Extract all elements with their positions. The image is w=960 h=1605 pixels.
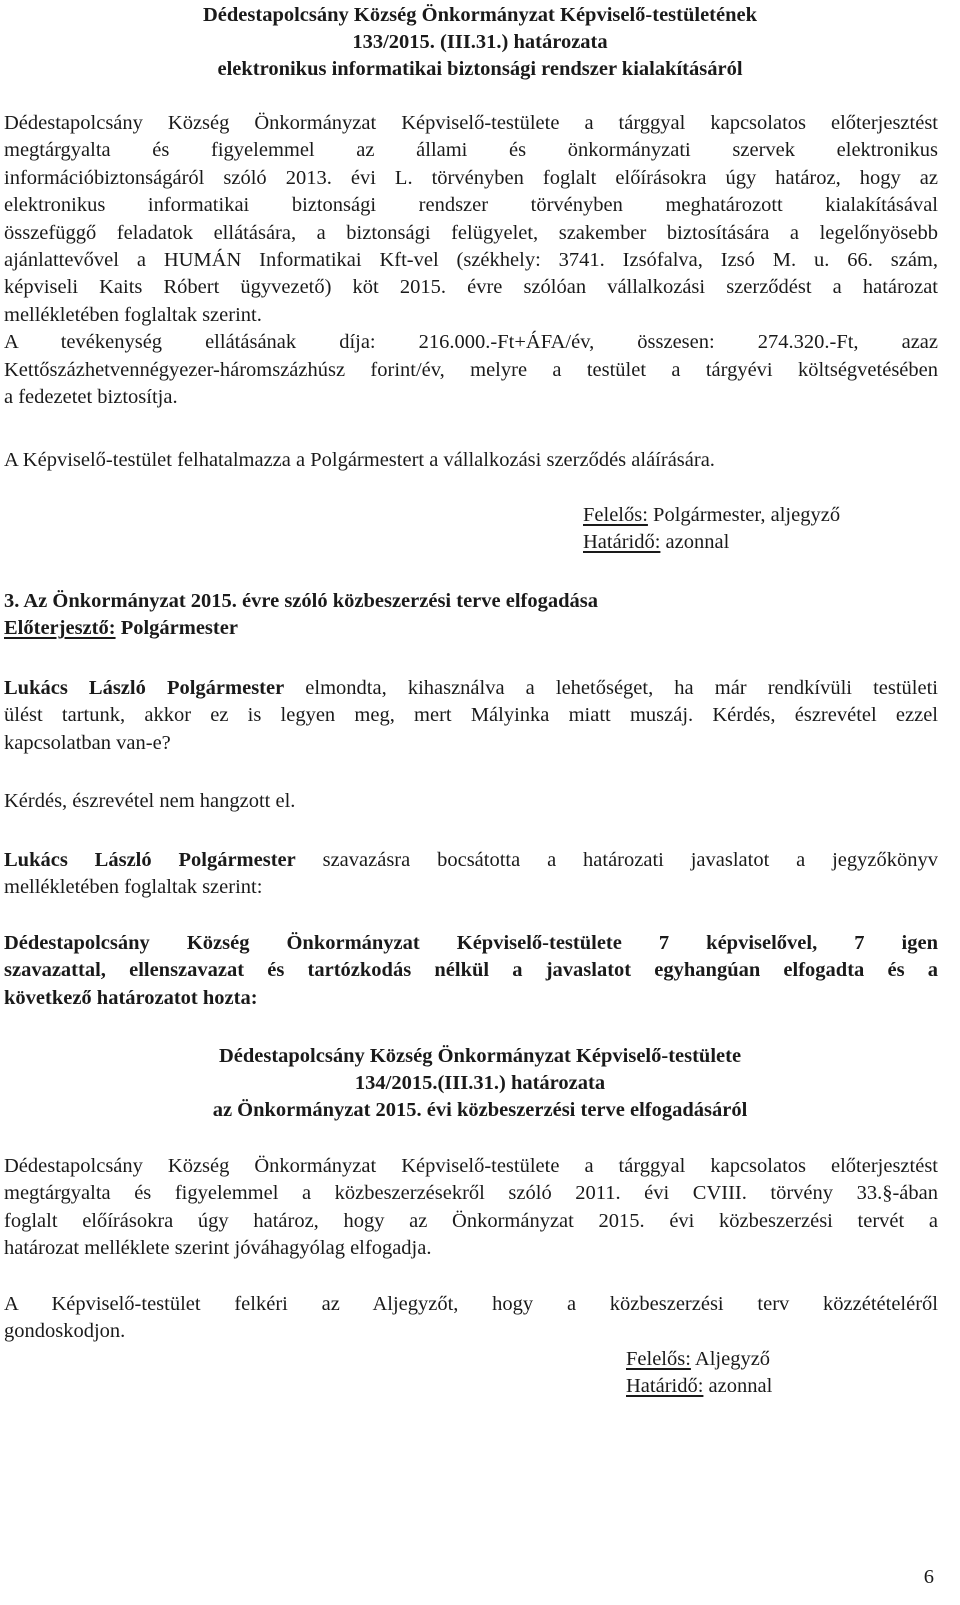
body-line: információbiztonságáról szóló 2013. évi L. törvényben foglalt előírásokra úgy határoz, hogy az [4, 166, 938, 189]
speech-line [4, 847, 938, 874]
agenda-item-3 [4, 588, 938, 643]
speech-line: mellékletében foglaltak szerint: [4, 876, 263, 899]
speech-text: szavazásra bocsátotta a határozati javaslatot a jegyzőkönyv [295, 849, 938, 871]
responsible-value: Polgármester, aljegyző [647, 504, 841, 526]
body-line: Dédestapolcsány Község Önkormányzat Képviselő-testülete a tárggyal kapcsolatos előterjesztést [4, 112, 938, 134]
speech-line: ülést tartunk, akkor ez is legyen meg, mert Mályinka miatt muszáj. Kérdés, észrevétel ezzel [4, 704, 938, 727]
heading-line: Dédestapolcsány Község Önkormányzat Képviselő-testülete [218, 1045, 742, 1067]
responsible-label: Felelős: [583, 504, 648, 526]
deadline-value: azonnal [660, 531, 730, 553]
request-line: gondoskodjon. [4, 1320, 126, 1343]
responsible-block-134 [626, 1346, 772, 1400]
vote-line: szavazattal, ellenszavazat és tartózkodás nélkül a javaslatot egyhangúan elfogadta és a [4, 959, 938, 982]
mayor-speech-1 [4, 675, 938, 757]
body-line: ajánlattevővel a HUMÁN Informatikai Kft-vel (székhely: 3741. Izsófalva, Izsó M. u. 66. szám, [4, 248, 938, 271]
body-line: összefüggő feladatok ellátására, a biztonsági felügyelet, szakember biztosítására a legelőnyösebb [4, 221, 938, 244]
body-line: határozat melléklete szerint jóváhagyólag elfogadja. [4, 1237, 432, 1260]
speaker-name: Lukács László Polgármester [4, 677, 285, 699]
responsible-row [626, 1346, 772, 1373]
deadline-label: Határidő: [626, 1375, 704, 1397]
authorization-text: A Képviselő-testület felhatalmazza a Polgármestert a vállalkozási szerződés aláírására. [4, 449, 715, 471]
presenter-value: Polgármester [115, 617, 238, 640]
responsible-block-133 [583, 502, 840, 556]
presenter-label: Előterjesztő: [4, 617, 116, 640]
responsible-label: Felelős: [626, 1348, 691, 1370]
vote-line: Dédestapolcsány Község Önkormányzat Képviselő-testülete 7 képviselővel, 7 igen [4, 932, 938, 954]
body-line: mellékletében foglaltak szerint. [4, 303, 262, 326]
speech-text: elmondta, kihasználva a lehetőséget, ha már rendkívüli testületi [284, 677, 938, 699]
deadline-value: azonnal [703, 1375, 773, 1397]
body-line: képviseli Kaits Róbert ügyvezető) köt 2015. évre szólóan vállalkozási szerződést a határozat [4, 276, 938, 299]
body-line: megtárgyalta és figyelemmel az állami és önkormányzati szervek elektronikus [4, 139, 938, 162]
fee-line: a fedezetet biztosítja. [4, 385, 178, 408]
speaker-name: Lukács László Polgármester [4, 849, 296, 871]
request-paragraph [4, 1291, 938, 1346]
body-line: foglalt előírásokra úgy határoz, hogy az Önkormányzat 2015. évi közbeszerzési tervét a [4, 1209, 938, 1232]
deadline-row [626, 1373, 772, 1400]
no-questions [4, 788, 938, 815]
resolution-133-body [4, 110, 938, 411]
resolution-133-heading [0, 2, 960, 83]
responsible-value: Aljegyző [690, 1348, 771, 1370]
mayor-speech-2 [4, 847, 938, 902]
request-line: A Képviselő-testület felkéri az Aljegyzőt, hogy a közbeszerzési terv közzétételéről [4, 1293, 938, 1315]
speech-line: kapcsolatban van-e? [4, 731, 171, 754]
no-questions-text: Kérdés, észrevétel nem hangzott el. [4, 790, 296, 812]
fee-line: A tevékenység ellátásának díja: 216.000.-Ft+ÁFA/év, összesen: 274.320.-Ft, azaz [4, 331, 938, 354]
heading-line: elektronikus informatikai biztonsági rendszer kialakításáról [217, 58, 743, 80]
body-line: Dédestapolcsány Község Önkormányzat Képviselő-testülete a tárggyal kapcsolatos előterjesztést [4, 1155, 938, 1177]
body-line: elektronikus informatikai biztonsági rendszer törvényben meghatározott kialakításával [4, 194, 938, 217]
resolution-134-body [4, 1153, 938, 1263]
heading-line: az Önkormányzat 2015. évi közbeszerzési terve elfogadásáról [212, 1099, 748, 1121]
agenda-title: 3. Az Önkormányzat 2015. évre szóló közbeszerzési terve elfogadása [4, 590, 598, 612]
speech-line [4, 675, 938, 702]
heading-line: 133/2015. (III.31.) határozata [352, 31, 608, 53]
heading-line: 134/2015.(III.31.) határozata [354, 1072, 606, 1094]
deadline-row [583, 529, 840, 556]
authorization-paragraph [4, 447, 938, 474]
vote-result [4, 930, 938, 1012]
vote-line: következő határozatot hozta: [4, 986, 258, 1009]
deadline-label: Határidő: [583, 531, 661, 553]
responsible-row [583, 502, 840, 529]
page-number: 6 [923, 1566, 934, 1588]
presenter-row [4, 615, 938, 642]
body-line: megtárgyalta és figyelemmel a közbeszerzésekről szóló 2011. évi CVIII. törvény 33.§-ában [4, 1182, 938, 1205]
heading-line: Dédestapolcsány Község Önkormányzat Képviselő-testületének [202, 4, 758, 26]
fee-line: Kettőszázhetvennégyezer-háromszázhúsz forint/év, melyre a testület a tárgyévi költségvetésében [4, 358, 938, 381]
resolution-134-heading [0, 1043, 960, 1124]
